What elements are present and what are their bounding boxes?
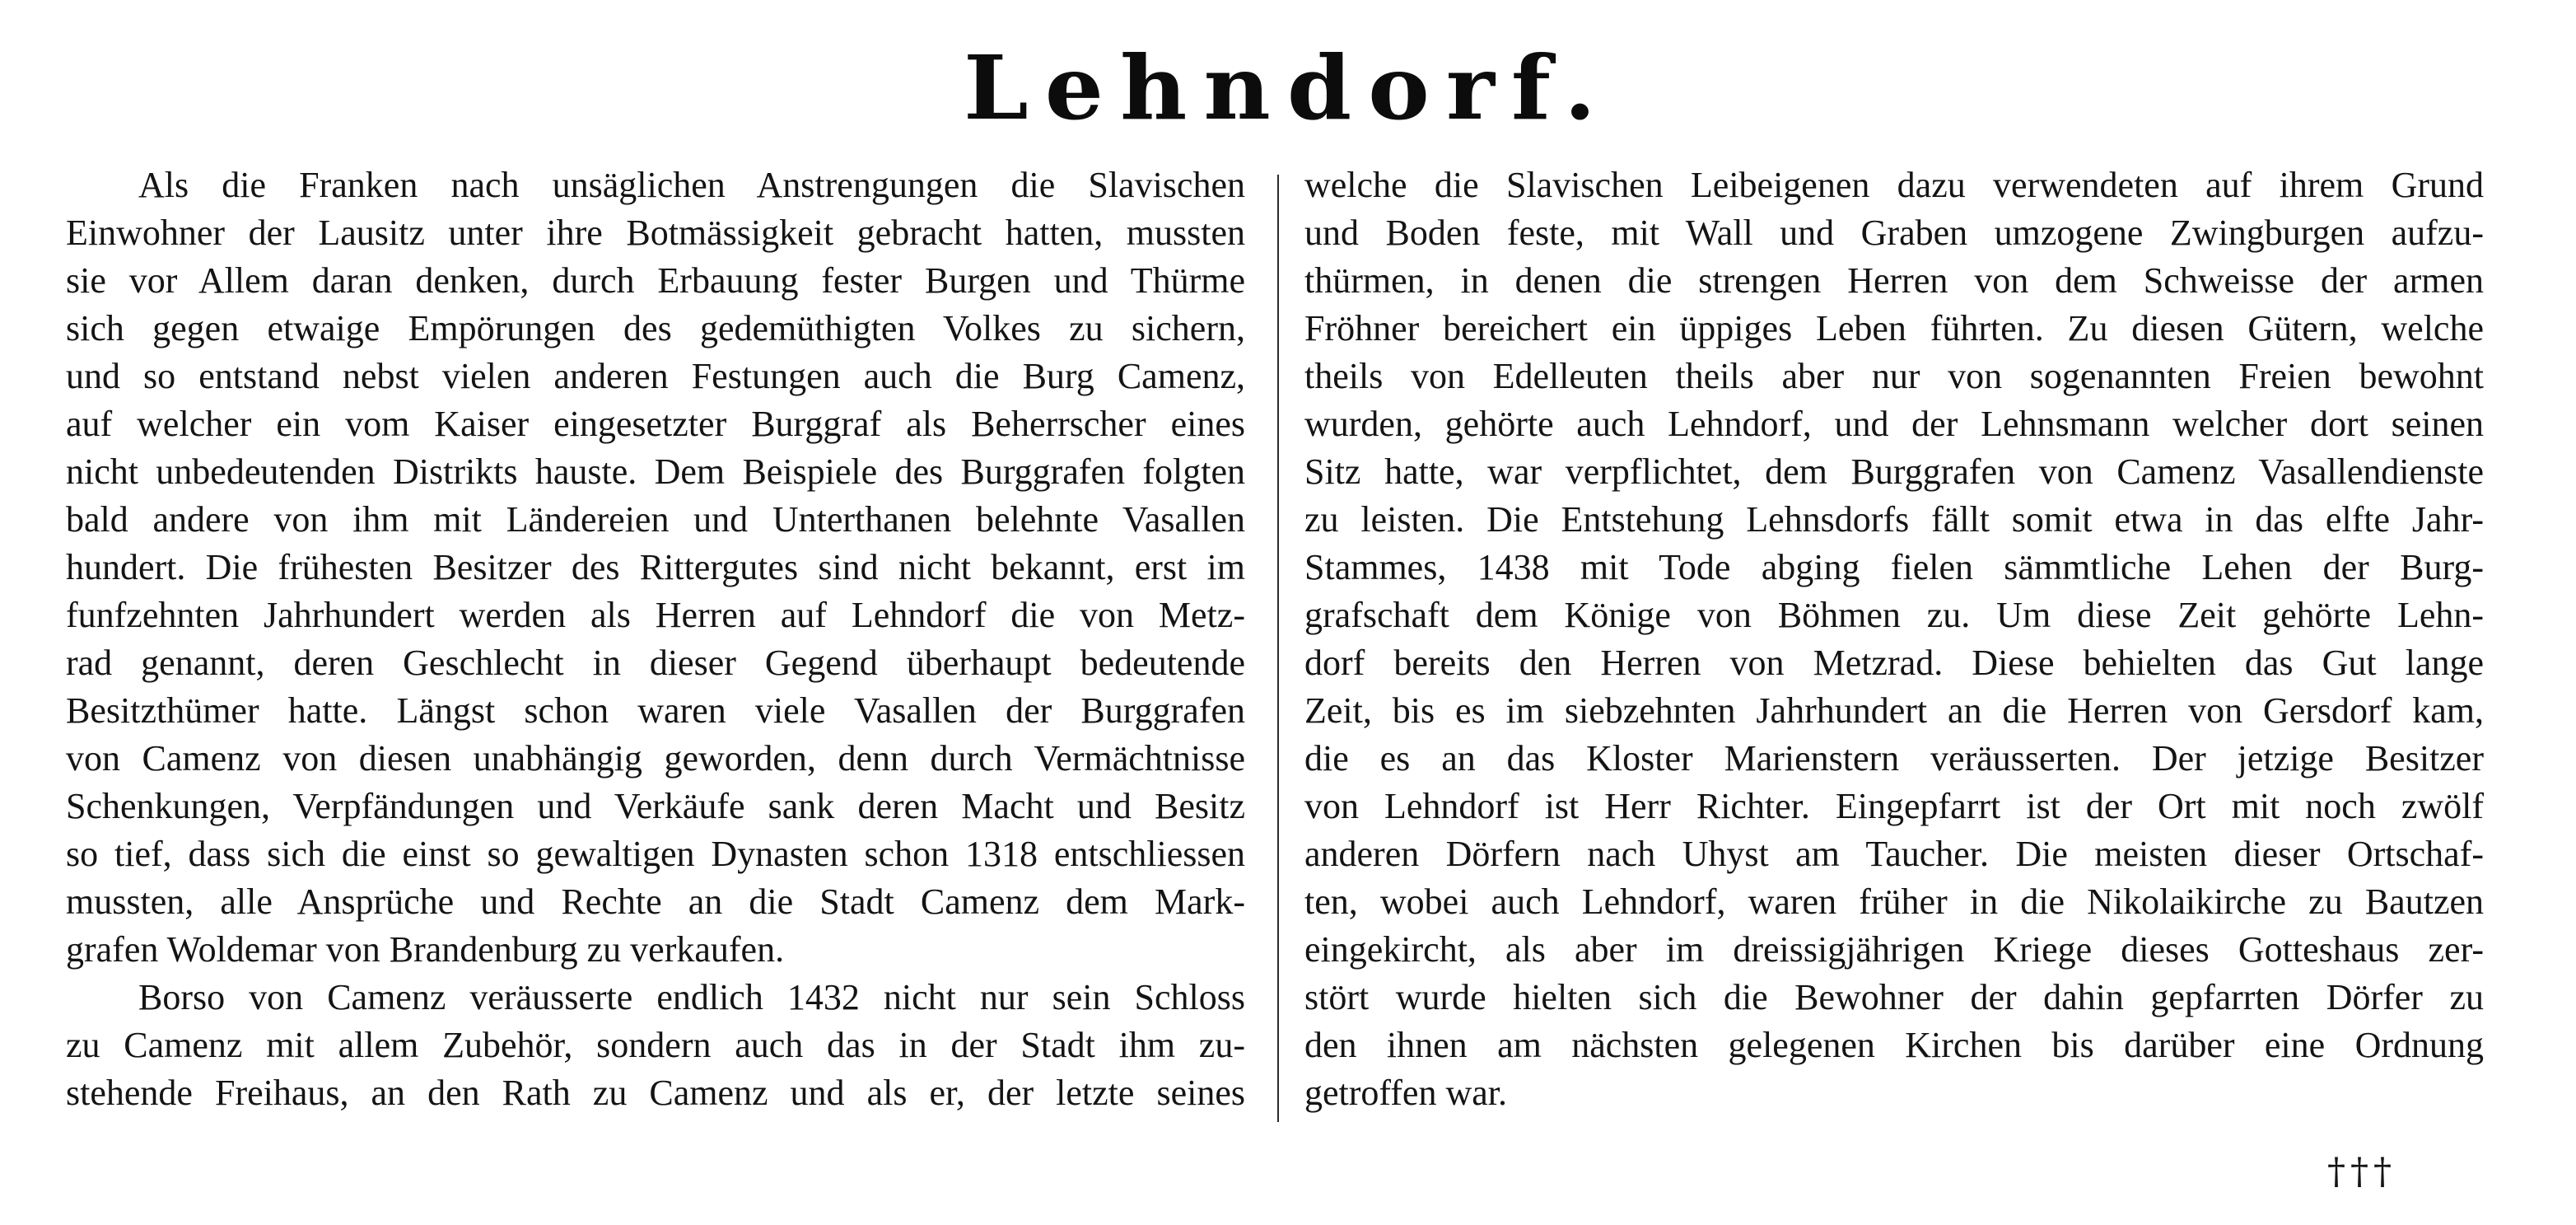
closing-ornament: ††† [2327, 1151, 2396, 1193]
text-line: ten, wobei auch Lehndorf, waren früher in die Nikolaikirche zu Bautzen [1304, 881, 2484, 922]
page-title: Lehndorf. [963, 37, 1613, 140]
right-text-column [1304, 161, 2484, 1117]
text-line: anderen Dörfern nach Uhyst am Taucher. Die meisten dieser Ortschaf- [1304, 834, 2484, 874]
text-line: hundert. Die frühesten Besitzer des Rittergutes sind nicht bekannt, erst im [66, 547, 1245, 587]
text-line: Stammes, 1438 mit Tode abging fielen sämmtliche Lehen der Burg- [1304, 547, 2484, 587]
text-line: stört wurde hielten sich die Bewohner der dahin gepfarrten Dörfer zu [1304, 977, 2484, 1017]
text-line: welche die Slavischen Leibeigenen dazu verwendeten auf ihrem Grund [1304, 165, 2484, 205]
text-line: Borso von Camenz veräusserte endlich 1432 nicht nur sein Schloss [138, 977, 1245, 1017]
text-line: die es an das Kloster Marienstern veräusserten. Der jetzige Besitzer [1304, 738, 2484, 778]
text-line: stehende Freihaus, an den Rath zu Camenz und als er, der letzte seines [66, 1073, 1245, 1113]
text-line: funfzehnten Jahrhundert werden als Herren auf Lehndorf die von Metz- [66, 595, 1245, 635]
text-line: von Lehndorf ist Herr Richter. Eingepfarrt ist der Ort mit noch zwölf [1304, 786, 2484, 826]
text-line: zu leisten. Die Entstehung Lehnsdorfs fällt somit etwa in das elfte Jahr- [1304, 499, 2484, 540]
text-line: nicht unbedeutenden Distrikts hauste. Dem Beispiele des Burggrafen folgten [66, 451, 1245, 492]
text-line: Als die Franken nach unsäglichen Anstrengungen die Slavischen [138, 165, 1245, 205]
text-line: rad genannt, deren Geschlecht in dieser Gegend überhaupt bedeutende [66, 643, 1245, 683]
text-line: Sitz hatte, war verpflichtet, dem Burggrafen von Camenz Vasallendienste [1304, 451, 2484, 492]
text-line: zu Camenz mit allem Zubehör, sondern auch das in der Stadt ihm zu- [66, 1025, 1245, 1065]
text-line: Fröhner bereichert ein üppiges Leben führten. Zu diesen Gütern, welche [1304, 308, 2484, 348]
left-text-column [66, 161, 1245, 1117]
text-line: getroffen war. [1304, 1073, 1507, 1113]
text-line: theils von Edelleuten theils aber nur von sogenannten Freien bewohnt [1304, 356, 2484, 396]
text-line: grafschaft dem Könige von Böhmen zu. Um diese Zeit gehörte Lehn- [1304, 595, 2484, 635]
text-line: Besitzthümer hatte. Längst schon waren viele Vasallen der Burggrafen [66, 690, 1245, 731]
text-line: Schenkungen, Verpfändungen und Verkäufe sank deren Macht und Besitz [66, 786, 1245, 826]
text-line: bald andere von ihm mit Ländereien und Unterthanen belehnte Vasallen [66, 499, 1245, 540]
text-line: Einwohner der Lausitz unter ihre Botmässigkeit gebracht hatten, mussten [66, 213, 1245, 253]
text-line: eingekircht, als aber im dreissigjährigen Kriege dieses Gotteshaus zer- [1304, 929, 2484, 970]
text-line: und Boden feste, mit Wall und Graben umzogene Zwingburgen aufzu- [1304, 213, 2484, 253]
text-line: so tief, dass sich die einst so gewaltigen Dynasten schon 1318 entschliessen [66, 834, 1245, 874]
text-line: und so entstand nebst vielen anderen Festungen auch die Burg Camenz, [66, 356, 1245, 396]
text-line: dorf bereits den Herren von Metzrad. Diese behielten das Gut lange [1304, 643, 2484, 683]
text-line: wurden, gehörte auch Lehndorf, und der Lehnsmann welcher dort seinen [1304, 404, 2484, 444]
text-line: sie vor Allem daran denken, durch Erbauung fester Burgen und Thürme [66, 260, 1245, 301]
text-line: von Camenz von diesen unabhängig geworden, denn durch Vermächtnisse [66, 738, 1245, 778]
text-line: auf welcher ein vom Kaiser eingesetzter Burggraf als Beherrscher eines [66, 404, 1245, 444]
text-line: sich gegen etwaige Empörungen des gedemüthigten Volkes zu sichern, [66, 308, 1245, 348]
text-line: grafen Woldemar von Brandenburg zu verkaufen. [66, 929, 785, 970]
text-line: mussten, alle Ansprüche und Rechte an die Stadt Camenz dem Mark- [66, 881, 1245, 922]
text-line: thürmen, in denen die strengen Herren von dem Schweisse der armen [1304, 260, 2484, 301]
text-line: Zeit, bis es im siebzehnten Jahrhundert an die Herren von Gersdorf kam, [1304, 690, 2484, 731]
column-divider [1277, 175, 1279, 1122]
text-line: den ihnen am nächsten gelegenen Kirchen bis darüber eine Ordnung [1304, 1025, 2484, 1065]
